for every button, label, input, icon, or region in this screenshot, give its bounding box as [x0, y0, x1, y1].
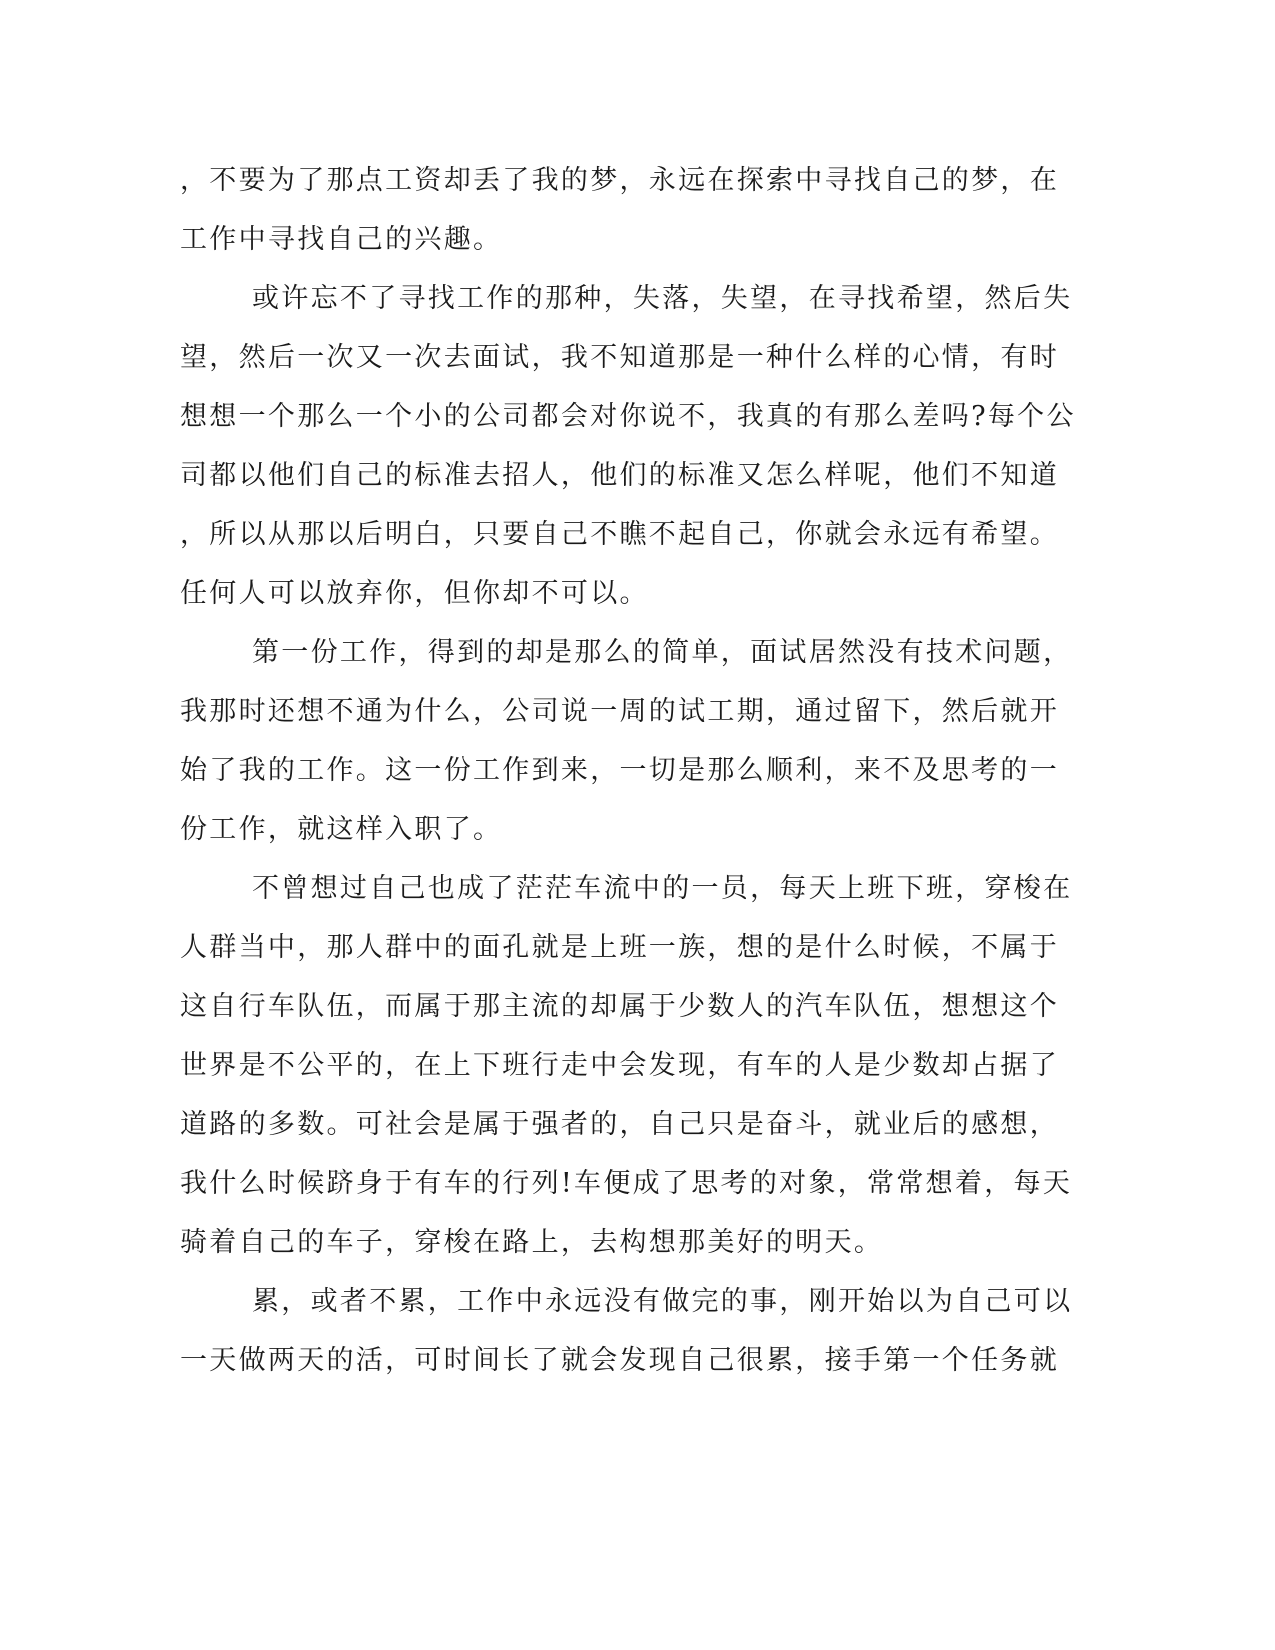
text-line: 一天做两天的活，可时间长了就会发现自己很累，接手第一个任务就: [180, 1345, 1059, 1376]
text-line: 不曾想过自己也成了茫茫车流中的一员，每天上班下班，穿梭在: [252, 873, 1073, 904]
text-line: 这自行车队伍，而属于那主流的却属于少数人的汽车队伍，想想这个: [180, 991, 1059, 1022]
text-line: 司都以他们自己的标准去招人，他们的标准又怎么样呢，他们不知道: [180, 460, 1059, 491]
text-line: ，不要为了那点工资却丢了我的梦，永远在探索中寻找自己的梦，在: [180, 165, 1059, 196]
text-line: 工作中寻找自己的兴趣。: [180, 224, 503, 255]
text-line: 任何人可以放弃你，但你却不可以。: [180, 578, 649, 609]
text-line: 世界是不公平的，在上下班行走中会发现，有车的人是少数却占据了: [180, 1050, 1059, 1081]
text-line: 骑着自己的车子，穿梭在路上，去构想那美好的明天。: [180, 1227, 884, 1258]
text-line: 累，或者不累，工作中永远没有做完的事，刚开始以为自己可以: [252, 1286, 1073, 1317]
text-line: 人群当中，那人群中的面孔就是上班一族，想的是什么时候，不属于: [180, 932, 1059, 963]
text-line: 第一份工作，得到的却是那么的简单，面试居然没有技术问题，: [252, 637, 1073, 668]
document-body: [180, 158, 1076, 1397]
text-line: 或许忘不了寻找工作的那种，失落，失望，在寻找希望，然后失: [252, 283, 1073, 314]
text-line: 我那时还想不通为什么，公司说一周的试工期，通过留下，然后就开: [180, 696, 1059, 727]
text-line: 始了我的工作。这一份工作到来，一切是那么顺利，来不及思考的一: [180, 755, 1059, 786]
text-line: ，所以从那以后明白，只要自己不瞧不起自己，你就会永远有希望。: [180, 519, 1059, 550]
text-line: 我什么时候跻身于有车的行列!车便成了思考的对象，常常想着，每天: [180, 1168, 1073, 1199]
text-line: 想想一个那么一个小的公司都会对你说不，我真的有那么差吗?每个公: [180, 401, 1076, 432]
text-line: 道路的多数。可社会是属于强者的，自己只是奋斗，就业后的感想，: [180, 1109, 1059, 1140]
text-line: 份工作，就这样入职了。: [180, 814, 503, 845]
text-line: 望，然后一次又一次去面试，我不知道那是一种什么样的心情，有时: [180, 342, 1059, 373]
